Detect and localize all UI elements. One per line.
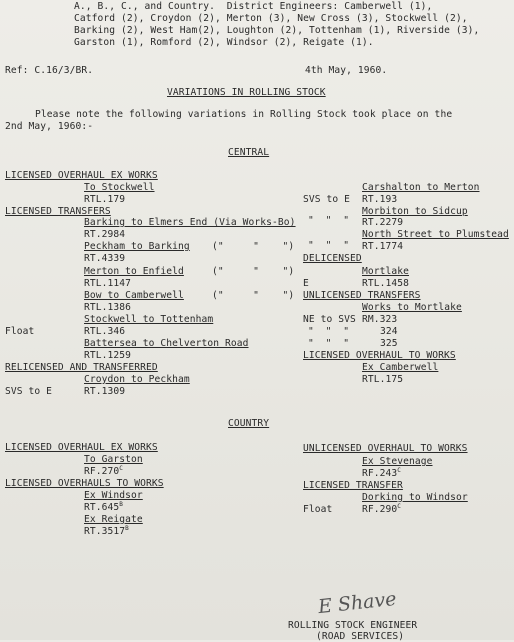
central-right-route-1: Carshalton to Merton <box>362 182 480 193</box>
central-right-svs: SVS to E <box>303 194 351 205</box>
central-left-route-6: Stockwell to Tottenham <box>84 314 214 325</box>
country-right-vehicle-2: $RF.290^C$ <box>362 503 401 515</box>
country-left-vehicle-1: $RF.270^C$ <box>84 465 123 477</box>
central-right-vehicle-8: RTL.175 <box>362 374 404 385</box>
float-label: Float <box>5 326 35 337</box>
central-left-heading-1: LICENSED OVERHAUL EX WORKS <box>5 170 158 181</box>
central-right-heading-2: UNLICENSED TRANSFERS <box>303 290 421 301</box>
country-right-heading-1: UNLICENSED OVERHAUL TO WORKS <box>303 443 468 454</box>
district-line-2: Catford (2), Croydon (2), Merton (3), New Cross (3), Stockwell (2), <box>74 13 468 24</box>
country-left-heading-1: LICENSED OVERHAUL EX WORKS <box>5 442 158 453</box>
country-right-vehicle-1: $RF.243^C$ <box>362 467 401 479</box>
central-right-route-2: Morbiton to Sidcup <box>362 206 468 217</box>
central-left-route-3: Peckham to Barking <box>84 241 190 252</box>
intro-line-2: 2nd May, 1960:- <box>5 121 94 132</box>
country-right-route-1: Ex Stevenage <box>362 456 433 467</box>
central-left-heading-2: LICENSED TRANSFERS <box>5 206 111 217</box>
ditto-mark-6: " " " <box>308 326 350 337</box>
central-left-route-7: Battersea to Chelverton Road <box>84 338 249 349</box>
central-left-route-8: Croydon to Peckham <box>84 374 190 385</box>
central-right-vehicle-5: RM.323 <box>362 314 398 325</box>
district-line-1: A., B., C., and Country. District Engineers: Camberwell (1), <box>74 1 433 12</box>
country-right-route-2: Dorking to Windsor <box>362 492 468 503</box>
central-left-vehicle-1: RTL.179 <box>84 194 126 205</box>
district-line-4: Garston (1), Romford (2), Windsor (2), Reigate (1). <box>74 37 374 48</box>
central-left-vehicle-8: RT.1309 <box>84 386 126 397</box>
country-left-route-2: Ex Windsor <box>84 490 143 501</box>
country-right-heading-2: LICENSED TRANSFER <box>303 480 403 491</box>
central-left-heading-3: RELICENSED AND TRANSFERRED <box>5 362 158 373</box>
central-right-route-3: North Street to Plumstead <box>362 229 509 240</box>
central-left-route-2: Barking to Elmers End (Via Works-Bo) <box>84 217 296 228</box>
central-left-vehicle-7: RTL.1259 <box>84 350 132 361</box>
district-line-3: Barking (2), West Ham(2), Loughton (2), Tottenham (1), Riverside (3), <box>74 25 480 36</box>
central-right-route-5: Works to Mortlake <box>362 302 462 313</box>
central-left-vehicle-4: RTL.1147 <box>84 278 132 289</box>
central-right-vehicle-1: RT.193 <box>362 194 398 205</box>
ditto-mark-3: (" " ") <box>212 290 295 301</box>
central-right-vehicle-3: RT.1774 <box>362 241 404 252</box>
ne-label: NE to SVS <box>303 314 356 325</box>
intro-line-1: Please note the following variations in Rolling Stock took place on the <box>35 109 453 120</box>
central-left-route-4: Merton to Enfield <box>84 266 184 277</box>
country-left-vehicle-2: $RT.645^B$ <box>84 501 123 513</box>
country-left-vehicle-3: $RT.3517^B$ <box>84 525 129 537</box>
signatory-title-1: ROLLING STOCK ENGINEER <box>288 620 418 631</box>
central-right-vehicle-6: 324 <box>380 326 398 337</box>
ditto-mark-2: (" " ") <box>212 266 295 277</box>
svs-label: SVS to E <box>5 386 53 397</box>
ditto-mark-7: " " " <box>308 338 350 349</box>
central-right-vehicle-4: RTL.1458 <box>362 278 410 289</box>
central-right-vehicle-2: RT.2279 <box>362 217 404 228</box>
ditto-mark-4: " " " <box>308 215 350 226</box>
central-right-route-8: Ex Camberwell <box>362 362 439 373</box>
handwritten-signature: E Shave <box>317 587 398 619</box>
country-left-route-1: To Garston <box>84 454 143 465</box>
central-left-vehicle-3: RT.4339 <box>84 253 126 264</box>
central-left-vehicle-2: RT.2984 <box>84 229 126 240</box>
central-left-vehicle-5: RTL.1386 <box>84 302 132 313</box>
central-right-route-4: Mortlake <box>362 266 410 277</box>
central-heading: CENTRAL <box>228 147 270 158</box>
central-left-route-5: Bow to Camberwell <box>84 290 184 301</box>
memo-title: VARIATIONS IN ROLLING STOCK <box>167 87 326 98</box>
reference: Ref: C.16/3/BR. <box>5 65 94 76</box>
central-left-vehicle-6: RTL.346 <box>84 326 126 337</box>
central-right-heading-3: LICENSED OVERHAUL TO WORKS <box>303 350 456 361</box>
country-float-label: Float <box>303 504 333 515</box>
country-heading: COUNTRY <box>228 418 270 429</box>
central-right-heading-1: DELICENSED <box>303 253 362 264</box>
ditto-mark-1: (" " ") <box>212 241 295 252</box>
memo-date: 4th May, 1960. <box>305 65 388 76</box>
country-left-route-3: Ex Reigate <box>84 514 143 525</box>
e-label: E <box>303 278 309 289</box>
central-right-vehicle-7: 325 <box>380 338 398 349</box>
signatory-title-2: (ROAD SERVICES) <box>316 631 405 642</box>
ditto-mark-5: " " " <box>308 240 350 251</box>
country-left-heading-2: LICENSED OVERHAULS TO WORKS <box>5 478 164 489</box>
central-left-route-1: To Stockwell <box>84 182 155 193</box>
